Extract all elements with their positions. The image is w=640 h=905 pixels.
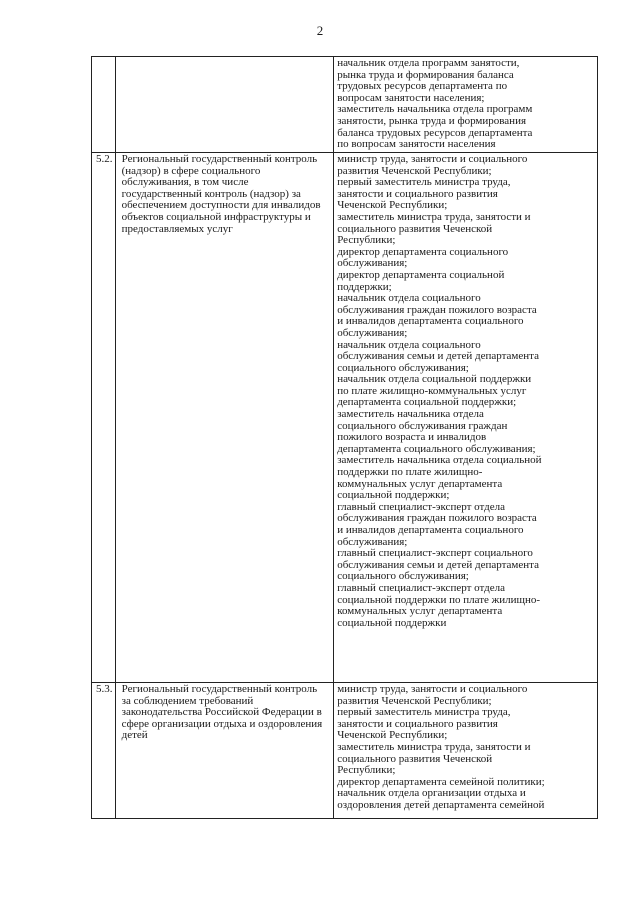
position-line: занятости и социального развития xyxy=(337,717,498,730)
position-line: коммунальных услуг департамента xyxy=(337,477,503,490)
position-line: трудовых ресурсов департамента по xyxy=(337,80,508,93)
position-line: баланса трудовых ресурсов департамента xyxy=(337,126,533,139)
position-line: социального развития Чеченской xyxy=(337,752,493,765)
position-line: заместитель министра труда, занятости и xyxy=(337,740,531,753)
position-line: начальник отдела социального xyxy=(337,292,481,305)
position-line: заместитель начальника отдела программ xyxy=(337,103,533,116)
position-line: по плате жилищно-коммунальных услуг xyxy=(337,384,527,397)
position-line: департамента социальной поддержки; xyxy=(337,396,517,409)
table-row xyxy=(92,683,598,819)
row-positions xyxy=(334,153,598,683)
position-line: Республики; xyxy=(337,764,396,777)
position-line: главный специалист-эксперт отдела xyxy=(337,500,505,513)
position-line: начальник отдела программ занятости, xyxy=(337,57,520,69)
position-line: оздоровления детей департамента семейной xyxy=(337,798,545,811)
row-positions xyxy=(334,683,598,819)
position-line: обслуживания; xyxy=(337,535,408,548)
position-line: вопросам занятости населения; xyxy=(337,91,485,104)
position-line: занятости, рынка труда и формирования xyxy=(337,114,527,127)
position-line: и инвалидов департамента социального xyxy=(337,524,524,536)
position-line: министр труда, занятости и социального xyxy=(337,683,528,695)
row-positions xyxy=(334,57,598,153)
position-line: заместитель министра труда, занятости и xyxy=(337,210,531,223)
position-line: пожилого возраста и инвалидов xyxy=(337,431,487,444)
position-line: занятости и социального развития xyxy=(337,187,498,200)
position-line: Чеченской Республики; xyxy=(337,199,448,212)
position-line: обслуживания граждан пожилого возраста xyxy=(337,303,537,316)
position-line: социальной поддержки; xyxy=(337,489,450,502)
position-line: рынка труда и формирования баланса xyxy=(337,68,514,81)
position-line: директор департамента социальной xyxy=(337,268,505,281)
position-line: обслуживания; xyxy=(337,257,408,270)
position-line: развития Чеченской Республики; xyxy=(337,164,492,177)
position-line: социальной поддержки по плате жилищно- xyxy=(337,593,541,606)
position-line: директор департамента социального xyxy=(337,245,509,258)
positions-table xyxy=(91,56,598,819)
position-line: социального развития Чеченской xyxy=(337,222,493,235)
position-line: обслуживания семьи и детей департамента xyxy=(337,350,539,363)
position-line: социального обслуживания; xyxy=(337,361,469,374)
position-line: развития Чеченской Республики; xyxy=(337,694,492,707)
position-line: начальник отдела социальной поддержки xyxy=(337,373,532,386)
position-line: обслуживания граждан пожилого возраста xyxy=(337,512,537,525)
description-text: Региональный государственный контроль за соблюдением требований законодательства Российской Федерации в сфере организации отдыха и оздоровления детей xyxy=(121,683,323,742)
position-line: министр труда, занятости и социального xyxy=(337,153,528,165)
position-line: департамента социального обслуживания; xyxy=(337,442,536,455)
position-line: Республики; xyxy=(337,234,396,247)
description-text: Региональный государственный контроль (надзор) в сфере социального обслуживания, в том числе государственный контроль (надзор) за обеспечением доступности для инвалидов объектов социальной инфраструктуры и предоставляемых услуг xyxy=(121,153,321,235)
row-description xyxy=(115,153,334,683)
position-line: заместитель начальника отдела xyxy=(337,408,484,421)
page-number: 2 xyxy=(316,23,324,38)
table-row xyxy=(92,153,598,683)
position-line: социальной поддержки xyxy=(337,616,447,629)
position-line: первый заместитель министра труда, xyxy=(337,706,511,719)
position-line: и инвалидов департамента социального xyxy=(337,315,524,328)
row-number: 5.2. xyxy=(92,153,116,683)
position-line: поддержки по плате жилищно- xyxy=(337,466,483,479)
position-line: главный специалист-эксперт отдела xyxy=(337,581,505,594)
position-line: первый заместитель министра труда, xyxy=(337,176,511,189)
row-number: 5.3. xyxy=(92,683,116,819)
position-line: обслуживания семьи и детей департамента xyxy=(337,558,539,571)
row-number xyxy=(92,57,116,153)
position-line: главный специалист-эксперт социального xyxy=(337,547,533,560)
row-description xyxy=(115,683,334,819)
position-line: директор департамента семейной политики; xyxy=(337,775,545,788)
position-line: обслуживания; xyxy=(337,326,408,339)
position-line: заместитель начальника отдела социальной xyxy=(337,454,542,467)
position-line: социального обслуживания граждан xyxy=(337,419,508,432)
position-line: коммунальных услуг департамента xyxy=(337,605,503,618)
table-row xyxy=(92,57,598,153)
position-line: начальник отдела социального xyxy=(337,338,481,351)
position-line: поддержки; xyxy=(337,280,392,293)
position-line: начальник отдела организации отдыха и xyxy=(337,787,526,800)
position-line: по вопросам занятости населения xyxy=(337,138,496,151)
row-description xyxy=(115,57,334,153)
position-line: Чеченской Республики; xyxy=(337,729,448,742)
position-line: социального обслуживания; xyxy=(337,570,469,583)
